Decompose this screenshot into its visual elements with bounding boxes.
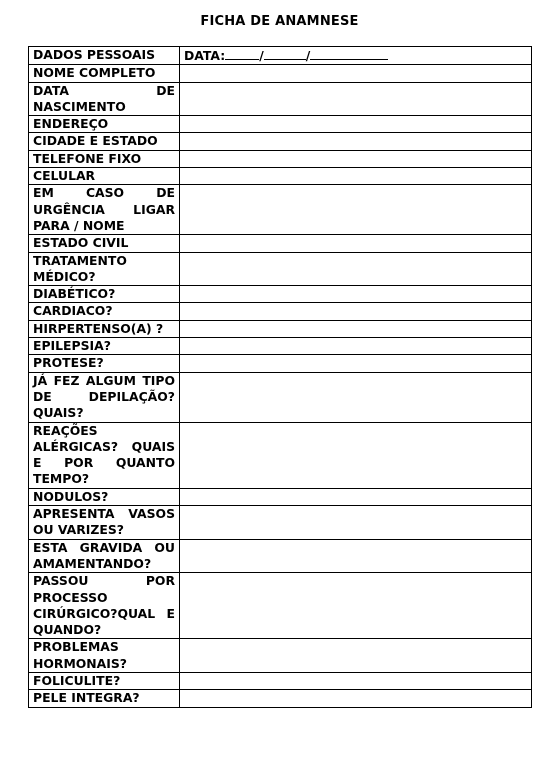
date-field[interactable] — [180, 47, 532, 65]
field-label: CELULAR — [29, 168, 180, 185]
table-row — [29, 82, 532, 116]
field-value-cell[interactable] — [180, 506, 532, 540]
section-label-personal-data: DADOS PESSOAIS — [29, 47, 180, 65]
table-row — [29, 168, 532, 185]
field-label: TELEFONE FIXO — [29, 150, 180, 167]
field-value-cell[interactable] — [180, 185, 532, 235]
date-separator: / — [259, 48, 264, 63]
field-label: NODULOS? — [29, 488, 180, 505]
table-row — [29, 252, 532, 286]
field-label: HIRPERTENSO(A) ? — [29, 320, 180, 337]
field-value-cell[interactable] — [180, 150, 532, 167]
table-row — [29, 133, 532, 150]
field-label: DATA DE NASCIMENTO — [29, 82, 180, 116]
date-separator: / — [305, 48, 311, 63]
table-row — [29, 320, 532, 337]
table-row — [29, 355, 532, 372]
field-label: REAÇÕES ALÉRGICAS? QUAIS E POR QUANTO TEMPO? — [29, 422, 180, 488]
field-label: PROBLEMAS HORMONAIS? — [29, 639, 180, 673]
field-value-cell[interactable] — [180, 338, 532, 355]
table-row — [29, 150, 532, 167]
field-label: EPILEPSIA? — [29, 338, 180, 355]
table-row — [29, 539, 532, 573]
field-label: APRESENTA VASOS OU VARIZES? — [29, 506, 180, 540]
table-row — [29, 690, 532, 707]
field-value-cell[interactable] — [180, 133, 532, 150]
table-row — [29, 488, 532, 505]
field-value-cell[interactable] — [180, 639, 532, 673]
table-row — [29, 573, 532, 639]
field-value-cell[interactable] — [180, 286, 532, 303]
date-month-blank[interactable] — [264, 47, 306, 60]
field-value-cell[interactable] — [180, 65, 532, 82]
field-label: PROTESE? — [29, 355, 180, 372]
table-row — [29, 185, 532, 235]
field-label: NOME COMPLETO — [29, 65, 180, 82]
table-row — [29, 639, 532, 673]
table-row — [29, 235, 532, 252]
field-value-cell[interactable] — [180, 82, 532, 116]
table-row-personal-data — [29, 47, 532, 65]
field-value-cell[interactable] — [180, 539, 532, 573]
field-label: JÁ FEZ ALGUM TIPO DE DEPILAÇÃO? QUAIS? — [29, 372, 180, 422]
field-value-cell[interactable] — [180, 372, 532, 422]
field-label: ESTADO CIVIL — [29, 235, 180, 252]
anamnesis-form-table — [28, 46, 532, 708]
field-value-cell[interactable] — [180, 690, 532, 707]
table-row — [29, 422, 532, 488]
field-value-cell[interactable] — [180, 355, 532, 372]
field-label: CIDADE E ESTADO — [29, 133, 180, 150]
field-value-cell[interactable] — [180, 573, 532, 639]
table-row — [29, 506, 532, 540]
date-label: DATA: — [184, 48, 226, 63]
field-value-cell[interactable] — [180, 422, 532, 488]
field-label: FOLICULITE? — [29, 672, 180, 689]
field-value-cell[interactable] — [180, 168, 532, 185]
field-label: PASSOU POR PROCESSO CIRÚRGICO?QUAL E QUANDO? — [29, 573, 180, 639]
date-day-blank[interactable] — [225, 47, 259, 60]
field-value-cell[interactable] — [180, 235, 532, 252]
field-label: PELE INTEGRA? — [29, 690, 180, 707]
date-year-blank[interactable] — [310, 47, 388, 60]
document-title: FICHA DE ANAMNESE — [200, 14, 359, 29]
field-label: ENDEREÇO — [29, 116, 180, 133]
field-value-cell[interactable] — [180, 116, 532, 133]
field-label: DIABÉTICO? — [29, 286, 180, 303]
table-row — [29, 286, 532, 303]
table-row — [29, 372, 532, 422]
table-row — [29, 116, 532, 133]
field-label: CARDIACO? — [29, 303, 180, 320]
table-row — [29, 65, 532, 82]
field-label: EM CASO DE URGÊNCIA LIGAR PARA / NOME — [29, 185, 180, 235]
field-label: TRATAMENTO MÉDICO? — [29, 252, 180, 286]
field-label: ESTA GRAVIDA OU AMAMENTANDO? — [29, 539, 180, 573]
table-row — [29, 672, 532, 689]
field-value-cell[interactable] — [180, 488, 532, 505]
table-row — [29, 303, 532, 320]
field-value-cell[interactable] — [180, 672, 532, 689]
field-value-cell[interactable] — [180, 303, 532, 320]
field-value-cell[interactable] — [180, 252, 532, 286]
table-row — [29, 338, 532, 355]
field-value-cell[interactable] — [180, 320, 532, 337]
